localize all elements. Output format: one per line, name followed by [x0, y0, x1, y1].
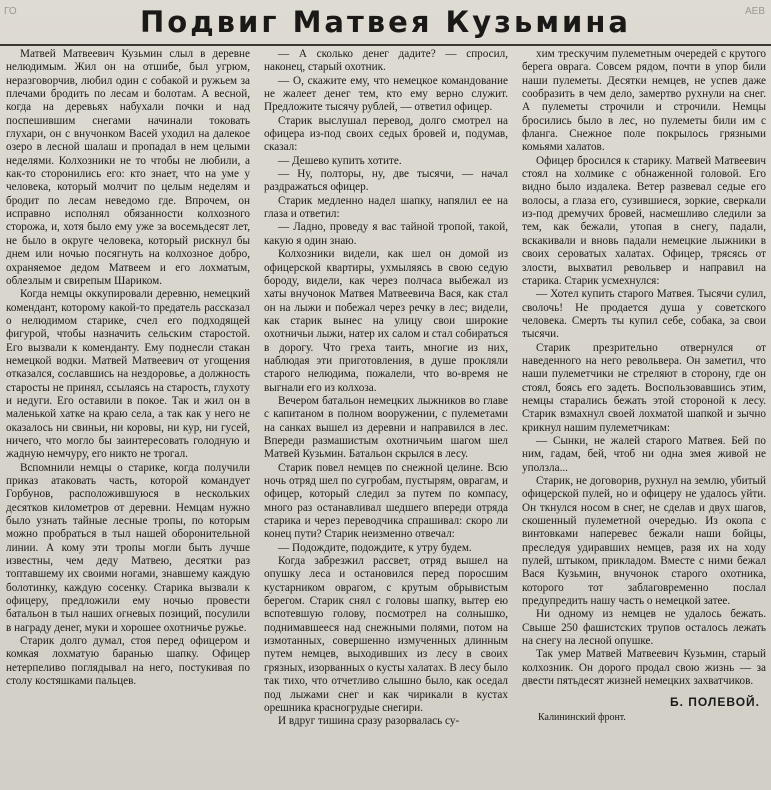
paragraph: — Ладно, проведу я вас тайной тропой, такой, какую я один знаю.: [264, 221, 508, 247]
paragraph: Старик долго думал, стоя перед офицером и комкая лохматую баранью шапку. Офицер нетерпеливо поглядывал на него, постукивая по столу костяшками пальцев.: [6, 635, 250, 688]
paragraph: Вспомнили немцы о старике, когда получили приказ атаковать часть, которой командует Горбунов, расположившуюся в нескольких десятков километров от деревни. Немцам нужно было узнать тайные лесные тропы, по которым можно пробраться в тыл нашей оборонительной линии. А кому эти тропы могли быть лучше известны, чем деду Матвею, десятки раз топтавшему их своими ногами, знавшему каждую болотинку, каждую сосенку. Старика вызвали к офицеру, предложили ему ночью провести батальон в тыл наших огневых позиций, посулили в награду денег, муки и хорошее охотничье ружье.: [6, 461, 250, 634]
column-3: [522, 48, 766, 788]
column-1: [6, 48, 250, 788]
paragraph: Когда немцы оккупировали деревню, немецкий комендант, которому какой-то предатель рассказал о нелюдимом старике, счел его подходящей фигурой, чтобы назначить сельским старостой. Его вызвали к коменданту. Ему поднесли стакан немецкой водки. Матвей Матвеевич от угощения отказался, сославшись на нездоровье, а должность старосты не принял, ссылаясь на старость, глухоту и недуги. Его оставили в покое. Так и жил он в маленькой хатке на краю села, а так как у него не оказалось ни свиньи, ни коровы, ни кур, ни гусей, ничего, что могло бы заинтересовать голодную и жадную немчуру, его никто не трогал.: [6, 288, 250, 461]
paragraph: Старик выслушал перевод, долго смотрел на офицера из-под своих седых бровей и, подумав, сказал:: [264, 114, 508, 154]
paragraph: Старик повел немцев по снежной целине. Всю ночь отряд шел по сугробам, пустырям, оврагам, и офицер, который следил за путем по компасу, много раз останавливал шедшего впереди отряда старика и через переводчика спрашивал: скоро ли конец пути? Старик неизменно отвечал:: [264, 461, 508, 541]
header: [0, 0, 771, 46]
paragraph: Старик, не договорив, рухнул на землю, убитый офицерской пулей, но и офицеру не удалось уйти. Он ткнулся носом в снег, не сделав и двух шагов, скошенный пулеметной очередью. Из окопа с винтовками наперевес бежали наши бойцы, преследуя удиравших немцев, разя их на ходу пулей, штыком, прикладом. Вместе с ними бежал Вася Кузьмин, внучонок старого охотника, которого тот заблаговременно послал предупредить нашу часть о немецкой затее.: [522, 475, 766, 608]
dateline-place: Калининский фронт.: [538, 711, 626, 723]
paragraph: Вечером батальон немецких лыжников во главе с капитаном в полном вооружении, с пулеметами на санках вышел из деревни и направился в лес. Впереди размашистым охотничьим шагом шел Матвей Кузьмин. Батальон скрылся в лесу.: [264, 394, 508, 461]
paragraph: Старик медленно надел шапку, напялил ее на глаза и ответил:: [264, 194, 508, 221]
edge-fragment-left: ГО: [4, 6, 17, 17]
paragraph: — Сынки, не жалей старого Матвея. Бей по ним, гадам, бей, чтоб ни одна змея живой не уползла...: [522, 434, 766, 474]
paragraph: — Ну, полторы, ну, две тысячи, — начал раздражаться офицер.: [264, 168, 508, 194]
paragraph: — О, скажите ему, что немецкое командование не жалеет денег тем, кто ему верно служит. Предложите тысячу рублей, — ответил офицер.: [264, 74, 508, 114]
paragraph: — Хотел купить старого Матвея. Тысячи сулил, сволочь! Не продается душа у советского человека. Смерть ты купил себе, собака, за свои тысячи.: [522, 288, 766, 341]
paragraph: Ни одному из немцев не удалось бежать. Свыше 250 фашистских трупов осталось лежать на снегу на лесной опушке.: [522, 608, 766, 648]
paragraph: — Дешево купить хотите.: [278, 154, 402, 167]
paragraph: Колхозники видели, как шел он домой из офицерской квартиры, ухмыляясь в свою седую бороду, видели, как через полчаса выбежал из хаты внучонок Матвея Матвеевича Вася, как стал он на лыжи и побежал через речку в лес; видели, как старик вынес на улицу свои широкие охотничьи лыжи, натер их салом и стал собираться в дорогу. Что греха таить, многие из них, наблюдая эти приготовления, в душе прокляли старого нелюдима, пожалели, что во-время не выгнали его из колхоза.: [264, 248, 508, 394]
paragraph: Матвей Матвеевич Кузьмин слыл в деревне нелюдимым. Жил он на отшибе, был угрюм, неразговорчив, любил один с собакой и ружьем за плечами бродить по лесам и болотам. А весной, когда на деревьях набухали почки и над поспешившим снегами начинали токовать глухари, он с внучонком Васей уходил на далекое озеро в лесной шалаш и пропадал в нем целыми неделями. Колхозники не то чтобы не любили, а как-то сторонились его: кто знает, что на уме у человека, который молчит по целым неделям и бродит по лесам неведомо где. Впрочем, он исправно исполнял обязанности колхозного сторожа, и, хотя было ему уже за восемьдесят лет, не было в округе человека, который рискнул бы днем или ночью посягнуть на колхозное добро, охраняемое дедом Матвеем и его лохматым, облезлым и свирепым Шариком.: [6, 48, 250, 287]
paragraph: Так умер Матвей Матвеевич Кузьмин, старый колхозник. Он дорого продал свою жизнь — за двести пятьдесят жизней немецких захватчиков.: [522, 648, 766, 688]
article-headline: Подвиг Матвея Кузьмина: [140, 5, 631, 39]
author-signature: Б. ПОЛЕВОЙ.: [669, 694, 760, 709]
edge-fragment-right: АЕВ: [744, 6, 765, 17]
paragraph: — А сколько денег дадите? — спросил, наконец, старый охотник.: [264, 48, 508, 74]
paragraph: Старик презрительно отвернулся от наведенного на него револьвера. Он заметил, что наши пулеметчики не стреляют в сторону, где он стоял, боясь его задеть. Воспользовавшись этим, немцы старались бежать этой стороной к лесу. Старик взмахнул своей лохматой шапкой и зычно крикнул нашим пулеметчикам:: [522, 341, 766, 434]
article-columns: [6, 48, 766, 788]
column-2: [264, 48, 508, 788]
paragraph: — Подождите, подождите, к утру будем.: [278, 541, 472, 554]
paragraph: хим трескучим пулеметным очередей с крутого берега оврага. Совсем рядом, почти в упор били наши пулеметы. Десятки немцев, не успев даже сообразить в чем дело, замертво рухнули на снег. А пулеметы строчили и строчили. Немцы бросились было в лес, но пулеметы били им с фланга. Снежное поле покрылось грязными комьями халатов.: [522, 48, 766, 154]
paragraph: И вдруг тишина сразу разорвалась су-: [278, 715, 460, 728]
paragraph: Офицер бросился к старику. Матвей Матвеевич стоял на холмике с обнаженной головой. Его видно было издалека. Ветер развевал седые его волосы, а глаза его, сузившиеся, зоркие, сверкали из-под дремучих бровей, насмешливо следили за тем, как бежали, утопая в снегу, падали, вскакивали и вновь падали немецкие лыжники в своих сероватых халатах. Офицер, трясясь от злости, выхватил револьвер и направил на старика. Старик усмехнулся:: [522, 154, 766, 287]
paragraph: Когда забрезжил рассвет, отряд вышел на опушку леса и остановился перед поросшим кустарником оврагом, с крутым обрывистым берегом. Старик снял с головы шапку, вытер ею вспотевшую голову, посмотрел на солнышко, поднимавшееся над снежными полями, потом на измотанных, совершенно измученных длинным путем немцев, выходивших из лесу в своих грязных, изорванных о кусты халатах. В лесу было так тихо, что отчетливо слышно было, как оседал под лыжами снег и как чирикали в кустах орешника красногрудые снегири.: [264, 555, 508, 714]
